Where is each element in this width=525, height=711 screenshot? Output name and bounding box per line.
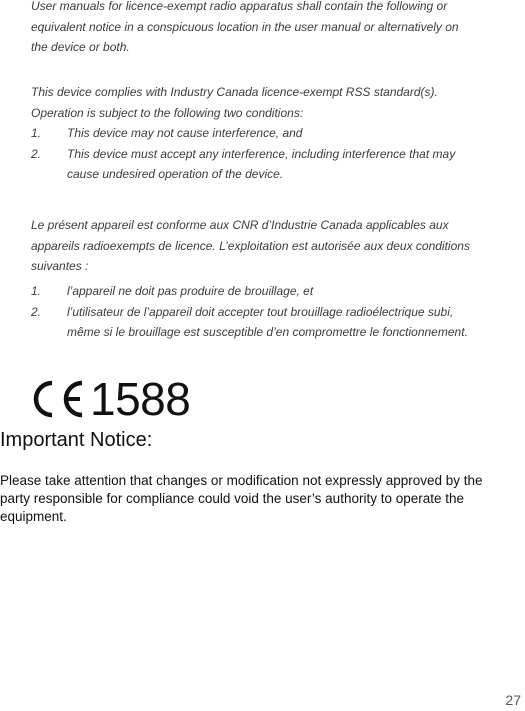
list-number: 2. <box>31 304 42 319</box>
page-number: 27 <box>505 692 521 708</box>
text-line: equipment. <box>0 509 67 524</box>
text-line: appareils radioexempts de licence. L’exploitation est autorisée aux deux conditions <box>31 238 470 253</box>
text-line: party responsible for compliance could void the user’s authority to operate the <box>0 491 465 506</box>
text-line: Le présent appareil est conforme aux CNR d’Industrie Canada applicables aux <box>31 218 449 232</box>
notified-body-number: 1588 <box>90 373 191 425</box>
text-line: cause undesired operation of the device. <box>67 167 284 181</box>
text-line: This device may not cause interference, and <box>67 126 303 140</box>
list-item <box>31 302 511 343</box>
french-conditions-list <box>31 281 511 343</box>
text-line: suivantes : <box>31 259 89 273</box>
manual-notice-paragraph <box>31 0 511 58</box>
text-line: Operation is subject to the following two conditions: <box>31 105 304 120</box>
notice-title: Important Notice: <box>0 429 153 451</box>
notice-body <box>0 472 525 526</box>
list-number: 2. <box>31 146 42 161</box>
ce-mark-icon <box>30 377 88 421</box>
text-line: l’appareil ne doit pas produire de brouillage, et <box>67 284 314 298</box>
list-number: 1. <box>31 126 42 140</box>
french-compliance-paragraph <box>31 215 511 277</box>
ce-certification <box>30 372 190 426</box>
text-line: This device complies with Industry Canada licence-exempt RSS standard(s). <box>31 85 438 99</box>
ic-compliance-paragraph <box>31 82 511 123</box>
list-number: 1. <box>31 284 42 298</box>
list-item <box>31 281 511 302</box>
list-item <box>31 123 511 144</box>
text-line: the device or both. <box>31 40 130 54</box>
text-line: Please take attention that changes or modification not expressly approved by the <box>0 473 483 488</box>
text-line: User manuals for licence-exempt radio apparatus shall contain the following or <box>31 0 448 13</box>
text-line: même si le brouillage est susceptible d’en compromettre le fonctionnement. <box>67 325 468 339</box>
list-item <box>31 144 511 185</box>
text-line: This device must accept any interference, including interference that may <box>67 146 456 161</box>
text-line: l’utilisateur de l’appareil doit accepter tout brouillage radioélectrique subi, <box>67 304 454 319</box>
text-line: equivalent notice in a conspicuous location in the user manual or alternatively on <box>31 19 459 34</box>
english-conditions-list <box>31 123 511 185</box>
